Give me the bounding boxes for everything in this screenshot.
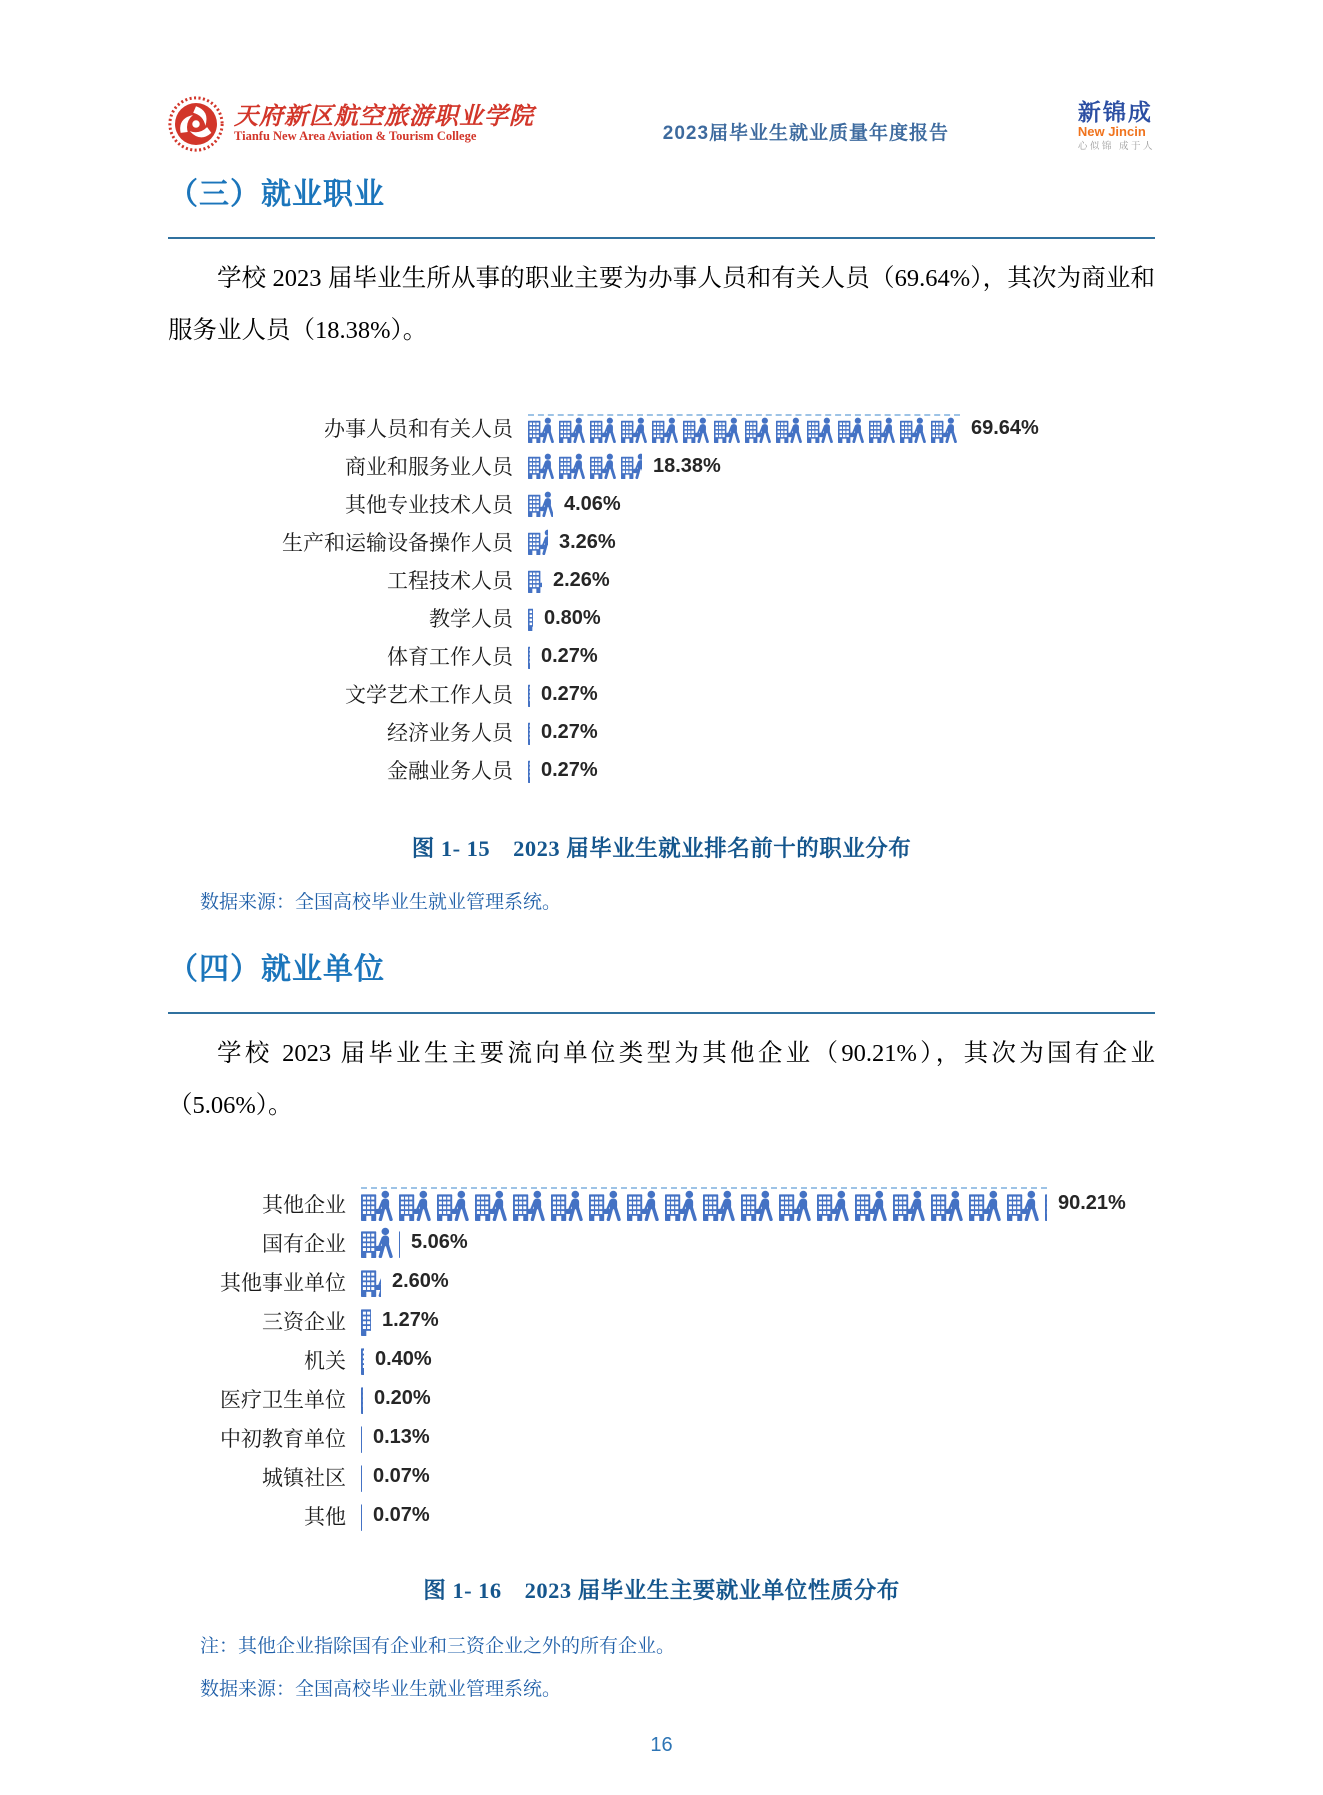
college-name-en: Tianfu New Area Aviation & Tourism College: [234, 129, 477, 144]
pictogram-row: [168, 447, 1155, 485]
icon-strip: [528, 453, 642, 479]
brand-logo: [1078, 95, 1155, 153]
value-label: 69.64%: [971, 416, 1039, 439]
building-worker-icon: [838, 417, 869, 443]
building-worker-icon: [475, 1190, 513, 1221]
building-worker-icon: [627, 1190, 665, 1221]
icon-strip: [361, 1383, 363, 1414]
partial-icon-clip: [528, 681, 530, 707]
category-label: 国有企业: [262, 1231, 346, 1256]
icon-strip: [528, 414, 960, 443]
building-worker-icon: [779, 1190, 817, 1221]
building-worker-icon: [703, 1190, 741, 1221]
college-logo: [168, 96, 534, 152]
building-worker-icon: [361, 1227, 399, 1258]
building-worker-icon: [513, 1190, 551, 1221]
value-label: 5.06%: [411, 1231, 468, 1253]
partial-icon-clip: [528, 719, 530, 745]
building-worker-icon: [1007, 1190, 1045, 1221]
icon-strip: [361, 1187, 1047, 1221]
value-label: 2.26%: [553, 568, 610, 591]
partial-icon-clip: [1045, 1190, 1047, 1221]
category-label: 金融业务人员: [387, 759, 513, 783]
building-worker-icon: [528, 757, 530, 783]
building-worker-icon: [745, 417, 776, 443]
pictogram-row: [168, 523, 1155, 561]
value-label: 3.26%: [559, 530, 616, 553]
icon-strip: [361, 1461, 362, 1492]
building-worker-icon: [361, 1344, 364, 1375]
building-worker-icon: [528, 491, 553, 517]
building-worker-icon: [361, 1461, 362, 1492]
page-header: [168, 95, 1155, 153]
pictogram-row: [168, 1223, 1155, 1262]
category-label: 办事人员和有关人员: [324, 417, 513, 441]
icon-strip: [361, 1266, 381, 1297]
pictogram-row: [168, 485, 1155, 523]
category-label: 商业和服务业人员: [345, 455, 513, 479]
building-worker-icon: [776, 417, 807, 443]
section-divider-2: [168, 1012, 1155, 1014]
partial-icon-clip: [528, 491, 553, 517]
value-label: 0.07%: [373, 1465, 430, 1487]
value-label: 0.13%: [373, 1426, 430, 1448]
category-label: 其他: [304, 1504, 346, 1529]
category-label: 其他专业技术人员: [345, 493, 513, 517]
building-worker-icon: [900, 417, 931, 443]
value-label: 0.27%: [541, 758, 598, 781]
building-worker-icon: [528, 605, 533, 631]
body-paragraph-2: 学校 2023 届毕业生主要流向单位类型为其他企业（90.21%），其次为国有企业（5.06%）。: [168, 1040, 1155, 1119]
pictogram-row: [168, 599, 1155, 637]
building-worker-icon: [931, 417, 960, 443]
category-label: 工程技术人员: [387, 569, 513, 593]
building-worker-icon: [855, 1190, 893, 1221]
building-worker-icon: [528, 417, 559, 443]
pictogram-chart-occupations: [168, 409, 1155, 789]
category-label: 文学艺术工作人员: [345, 683, 513, 707]
partial-icon-clip: [528, 757, 530, 783]
building-worker-icon: [807, 417, 838, 443]
category-label: 教学人员: [429, 607, 513, 631]
building-worker-icon: [741, 1190, 779, 1221]
building-worker-icon: [1045, 1190, 1047, 1221]
partial-icon-clip: [931, 417, 960, 443]
building-worker-icon: [361, 1383, 363, 1414]
building-worker-icon: [361, 1305, 371, 1336]
value-label: 0.27%: [541, 720, 598, 743]
pictogram-row: [168, 637, 1155, 675]
building-worker-icon: [528, 719, 530, 745]
building-worker-icon: [361, 1422, 362, 1453]
section-divider: [168, 237, 1155, 239]
icon-strip: [528, 757, 530, 783]
category-label: 体育工作人员: [387, 645, 513, 669]
building-worker-icon: [714, 417, 745, 443]
building-worker-icon: [590, 417, 621, 443]
pictogram-row: [168, 751, 1155, 789]
report-title: 2023届毕业生就业质量年度报告: [662, 122, 950, 144]
source-note-2: 数据来源：全国高校毕业生就业管理系统。: [200, 1679, 562, 1700]
building-worker-icon: [621, 417, 652, 443]
category-label: 其他企业: [262, 1192, 346, 1217]
figure-caption-1-15: 图 1- 15 2023 届毕业生就业排名前十的职业分布: [411, 836, 912, 861]
brand-name-en: New Jincin: [1077, 124, 1146, 140]
partial-icon-clip: [399, 1227, 400, 1258]
icon-strip: [528, 491, 553, 517]
building-worker-icon: [528, 643, 530, 669]
partial-icon-clip: [528, 567, 542, 593]
building-worker-icon: [665, 1190, 703, 1221]
category-label: 机关: [304, 1348, 346, 1373]
value-label: 18.38%: [653, 454, 721, 477]
icon-strip: [361, 1227, 400, 1258]
building-worker-icon: [621, 453, 642, 479]
pictogram-row: [168, 561, 1155, 599]
icon-strip: [361, 1500, 362, 1531]
value-label: 0.40%: [375, 1348, 432, 1370]
partial-icon-clip: [361, 1422, 362, 1453]
building-worker-icon: [817, 1190, 855, 1221]
partial-icon-clip: [361, 1344, 364, 1375]
pictogram-chart-employers: [168, 1184, 1155, 1535]
value-label: 1.27%: [382, 1309, 439, 1331]
building-worker-icon: [361, 1190, 399, 1221]
icon-strip: [528, 605, 533, 631]
building-worker-icon: [652, 417, 683, 443]
brand-name-cn: 新锦成: [1077, 99, 1153, 125]
building-worker-icon: [559, 417, 590, 443]
building-worker-icon: [528, 453, 559, 479]
brand-slogan: 心似锦 成于人: [1077, 141, 1155, 153]
building-worker-icon: [551, 1190, 589, 1221]
building-worker-icon: [931, 1190, 969, 1221]
pictogram-row: [168, 713, 1155, 751]
building-worker-icon: [589, 1190, 627, 1221]
icon-strip: [361, 1305, 371, 1336]
building-worker-icon: [528, 567, 542, 593]
icon-strip: [528, 567, 542, 593]
page-number: 16: [650, 1734, 673, 1756]
value-label: 0.27%: [541, 644, 598, 667]
section-heading-4: （四）就业单位: [168, 953, 385, 986]
icon-strip: [528, 643, 530, 669]
building-worker-icon: [528, 529, 548, 555]
building-worker-icon: [437, 1190, 475, 1221]
college-emblem-icon: [168, 96, 224, 152]
partial-icon-clip: [361, 1383, 363, 1414]
pictogram-row: [168, 1379, 1155, 1418]
partial-icon-clip: [528, 605, 533, 631]
partial-icon-clip: [528, 529, 548, 555]
pictogram-row: [168, 1418, 1155, 1457]
building-worker-icon: [590, 453, 621, 479]
pictogram-row: [168, 1301, 1155, 1340]
value-label: 0.07%: [373, 1504, 430, 1526]
pictogram-row: [168, 1184, 1155, 1223]
college-name-cn: 天府新区航空旅游职业学院: [234, 104, 534, 131]
value-label: 0.20%: [374, 1387, 431, 1409]
partial-icon-clip: [528, 643, 530, 669]
category-label: 中初教育单位: [220, 1426, 346, 1451]
category-label: 城镇社区: [262, 1465, 346, 1490]
section-heading-3: （三）就业职业: [168, 178, 385, 211]
icon-strip: [528, 681, 530, 707]
building-worker-icon: [893, 1190, 931, 1221]
partial-icon-clip: [361, 1500, 362, 1531]
partial-icon-clip: [361, 1266, 381, 1297]
building-worker-icon: [399, 1227, 400, 1258]
pictogram-row: [168, 1457, 1155, 1496]
value-label: 0.27%: [541, 682, 598, 705]
figure-caption-1-16: 图 1- 16 2023 届毕业生主要就业单位性质分布: [423, 1578, 900, 1603]
category-label: 经济业务人员: [387, 721, 513, 745]
body-paragraph-1: 学校 2023 届毕业生所从事的职业主要为办事人员和有关人员（69.64%），其次为商业和服务业人员（18.38%）。: [168, 265, 1155, 344]
partial-icon-clip: [361, 1461, 362, 1492]
building-worker-icon: [559, 453, 590, 479]
building-worker-icon: [528, 681, 530, 707]
source-note-1: 数据来源：全国高校毕业生就业管理系统。: [200, 892, 562, 913]
icon-strip: [361, 1344, 364, 1375]
building-worker-icon: [399, 1190, 437, 1221]
icon-strip: [528, 529, 548, 555]
building-worker-icon: [969, 1190, 1007, 1221]
partial-icon-clip: [361, 1305, 371, 1336]
category-label: 医疗卫生单位: [220, 1387, 346, 1412]
note-other-enterprises: 注：其他企业指除国有企业和三资企业之外的所有企业。: [200, 1636, 676, 1657]
pictogram-row: [168, 1496, 1155, 1535]
category-label: 生产和运输设备操作人员: [282, 531, 513, 555]
building-worker-icon: [869, 417, 900, 443]
value-label: 0.80%: [544, 606, 601, 629]
pictogram-row: [168, 1262, 1155, 1301]
icon-strip: [528, 719, 530, 745]
icon-strip: [361, 1422, 362, 1453]
building-worker-icon: [683, 417, 714, 443]
building-worker-icon: [361, 1500, 362, 1531]
value-label: 4.06%: [564, 492, 621, 515]
pictogram-row: [168, 1340, 1155, 1379]
pictogram-row: [168, 409, 1155, 447]
value-label: 2.60%: [392, 1270, 449, 1292]
college-name-block: [234, 104, 534, 144]
building-worker-icon: [361, 1266, 381, 1297]
value-label: 90.21%: [1058, 1192, 1126, 1214]
category-label: 其他事业单位: [220, 1270, 346, 1295]
pictogram-row: [168, 675, 1155, 713]
category-label: 三资企业: [262, 1309, 346, 1334]
partial-icon-clip: [621, 453, 642, 479]
